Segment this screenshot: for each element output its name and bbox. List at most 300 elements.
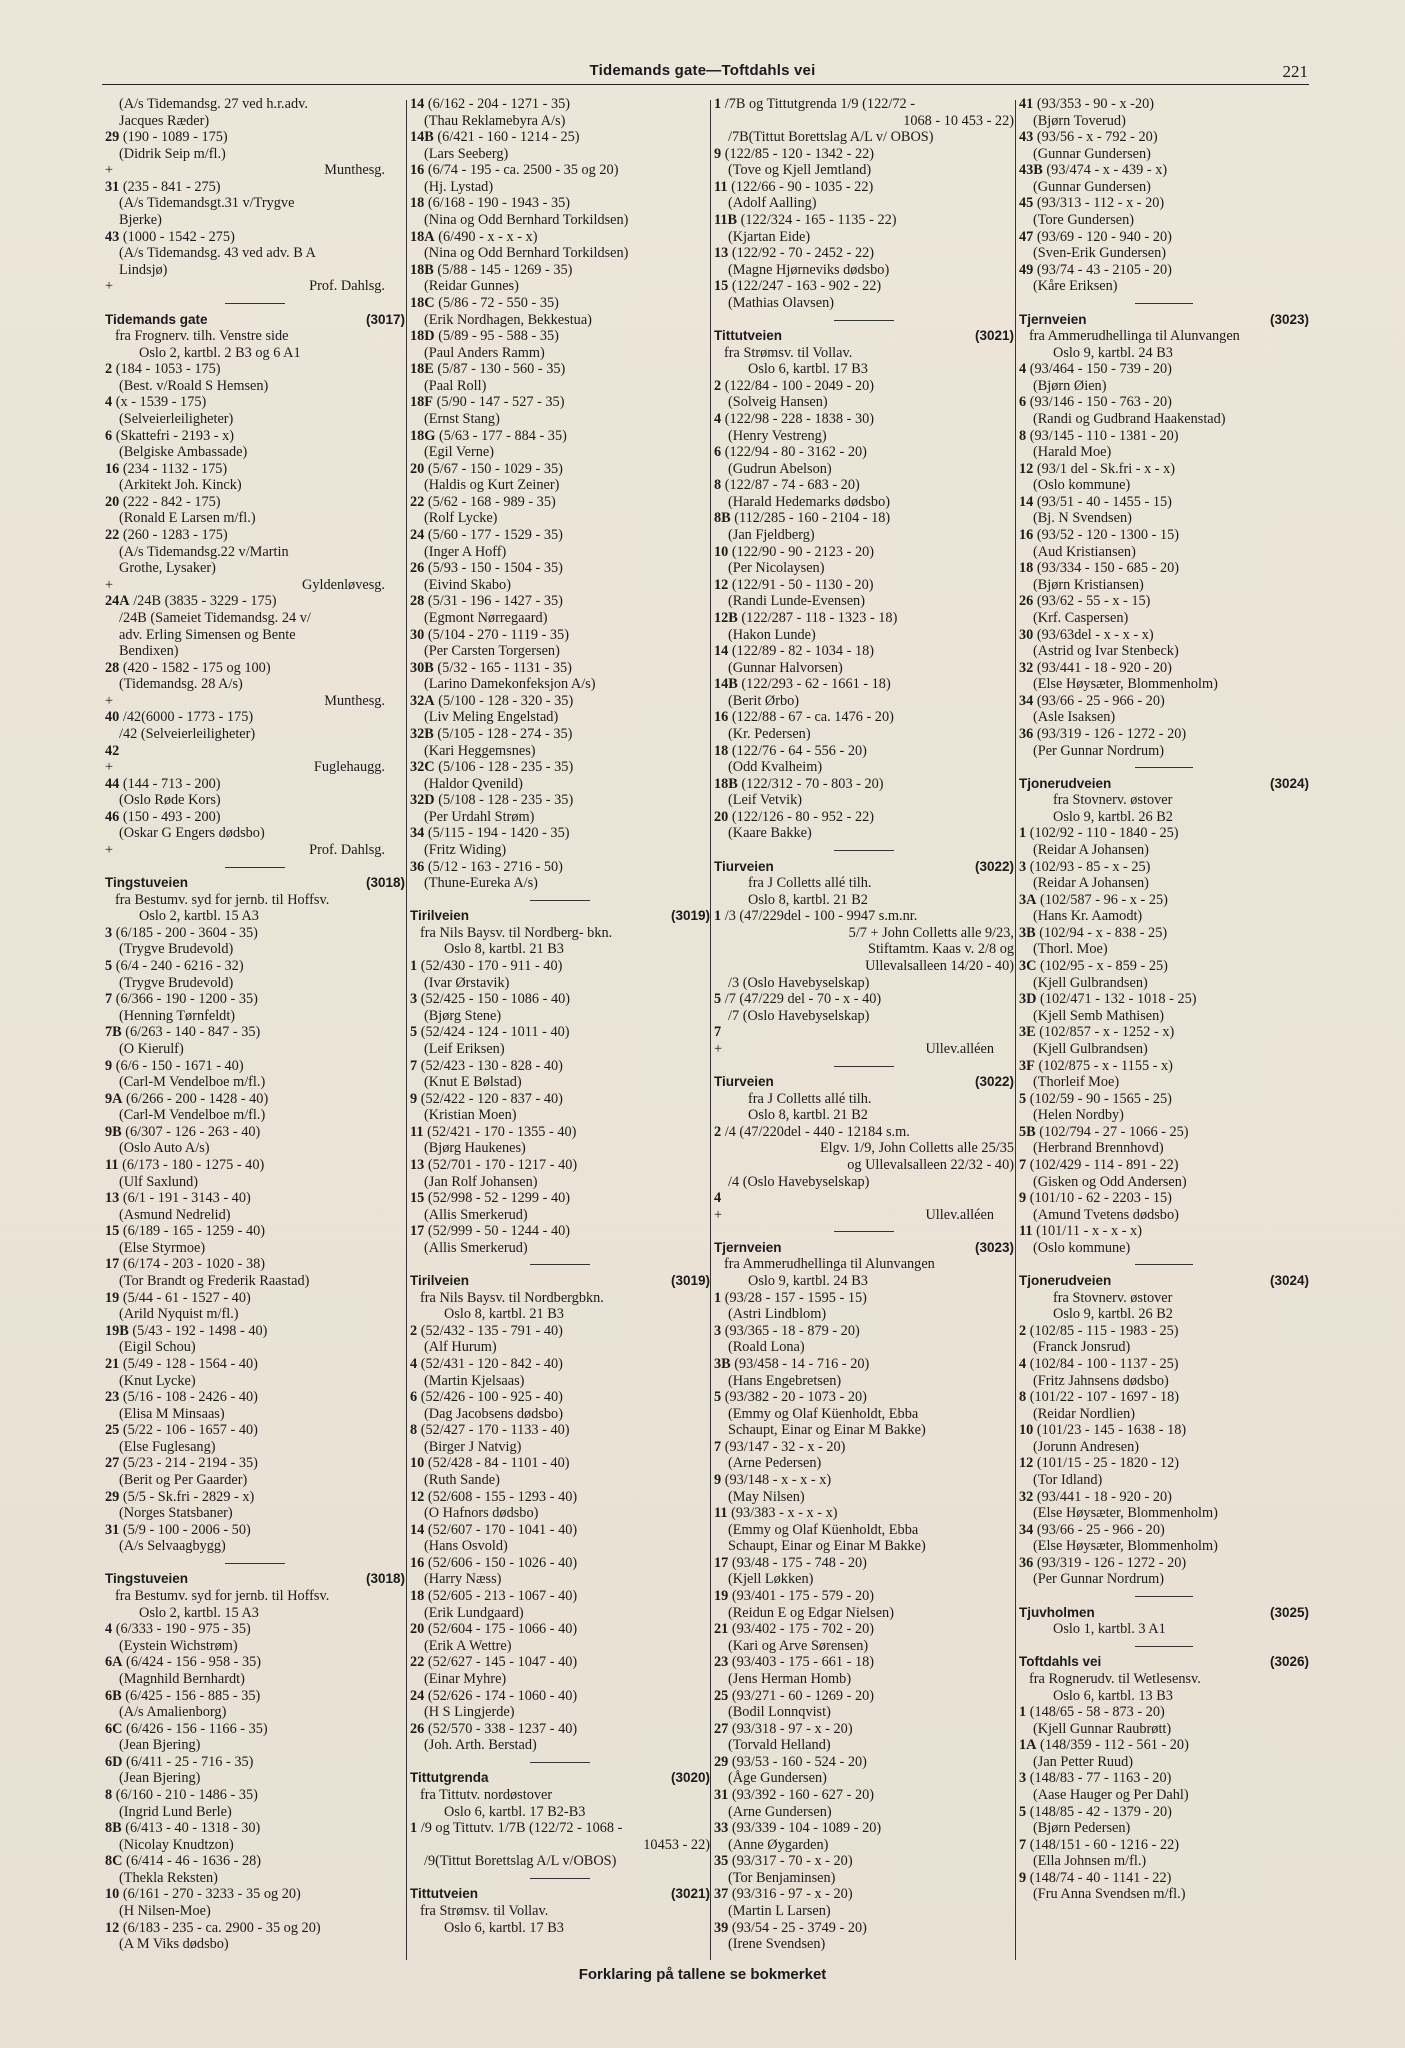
house-number: 34 — [1019, 692, 1034, 709]
street-name: Tirilveien — [410, 1273, 470, 1289]
owner-line: (Fritz Widing) — [424, 842, 507, 859]
house-number: 11 — [1019, 1223, 1033, 1240]
street-code: (3017) — [365, 311, 405, 327]
owner-line: (Haldis og Kurt Zeiner) — [424, 477, 560, 494]
owner-line: (Tor Idland) — [1033, 1471, 1103, 1488]
house-number: 4 — [714, 410, 722, 427]
owner-line: (O Kierulf) — [119, 1040, 184, 1057]
house-number: 21 — [714, 1621, 729, 1638]
property-values: (102/93 - 85 - x - 25) — [1026, 858, 1151, 875]
street-name: Tidemands gate — [105, 311, 208, 327]
owner-line: (Bjørn Øien) — [1033, 377, 1107, 394]
house-number: 7 — [1019, 1836, 1027, 1853]
property-entry — [105, 809, 405, 826]
property-entry — [410, 726, 710, 743]
property-entry — [714, 1290, 1014, 1307]
property-entry — [714, 1124, 1014, 1141]
street-name: Tjonerudveien — [1019, 775, 1112, 791]
property-entry — [1019, 1489, 1309, 1506]
property-values: (5/9 - 100 - 2006 - 50) — [119, 1521, 251, 1538]
owner-line: (Einar Myhre) — [424, 1670, 507, 1687]
house-number: 18E — [410, 361, 434, 378]
house-number: 3 — [410, 991, 418, 1008]
property-values: (6/162 - 204 - 1271 - 35) — [424, 96, 571, 112]
property-values: (93/353 - 90 - x -20) — [1033, 96, 1155, 112]
property-entry — [105, 179, 405, 196]
house-number: 7 — [714, 1438, 722, 1455]
property-values: (6/168 - 190 - 1943 - 35) — [424, 195, 571, 212]
property-entry — [1019, 129, 1309, 146]
property-values: (122/98 - 228 - 1838 - 30) — [721, 410, 875, 427]
property-values: (52/421 - 170 - 1355 - 40) — [423, 1123, 577, 1140]
property-values: (93/56 - x - 792 - 20) — [1033, 129, 1158, 146]
property-values: (184 - 1053 - 175) — [112, 361, 221, 378]
owner-line: (Rolf Lycke) — [424, 510, 498, 527]
property-entry — [1019, 958, 1309, 975]
owner-line: (Birger J Natvig) — [424, 1438, 522, 1455]
property-values: (5/108 - 128 - 235 - 35) — [434, 792, 574, 809]
owner-line: (Thekla Reksten) — [119, 1869, 218, 1886]
property-entry — [105, 1754, 405, 1771]
property-values: (1000 - 1542 - 275) — [119, 228, 235, 245]
section-separator — [410, 892, 710, 909]
owner-line: (Emmy og Olaf Küenholdt, Ebba — [728, 1521, 919, 1538]
property-entry — [714, 743, 1014, 760]
property-values: /9 og Tittutv. 1/7B (122/72 - 1068 - — [417, 1820, 623, 1837]
street-name: Tjonerudveien — [1019, 1273, 1112, 1289]
property-entry — [714, 1787, 1014, 1804]
property-values: (122/293 - 62 - 1661 - 18) — [737, 676, 891, 693]
property-values: (93/365 - 18 - 879 - 20) — [721, 1322, 860, 1339]
owner-line: (Hakon Lunde) — [728, 626, 816, 643]
house-number: 6 — [410, 1389, 418, 1406]
property-values: (101/11 - x - x - x) — [1032, 1223, 1142, 1240]
house-number: 43B — [1019, 162, 1043, 179]
house-number: 7 — [105, 991, 113, 1008]
property-values: (5/32 - 165 - 1131 - 35) — [433, 659, 572, 676]
house-number: 10 — [410, 1455, 425, 1472]
owner-line: (Kjell Gulbrandsen) — [1033, 1040, 1148, 1057]
house-number: 1 — [1019, 1704, 1027, 1721]
property-entry — [1019, 1389, 1309, 1406]
section-separator — [1019, 1588, 1309, 1605]
owner-line: (Fru Anna Svendsen m/fl.) — [1033, 1886, 1186, 1903]
column-2 — [410, 96, 710, 1936]
property-entry — [105, 229, 405, 246]
property-entry — [410, 1323, 710, 1340]
owner-line: (Liv Meling Engelstad) — [424, 709, 559, 726]
property-values: (52/427 - 170 - 1133 - 40) — [417, 1422, 570, 1439]
street-description: Oslo 8, kartbl. 21 B2 — [748, 891, 868, 908]
owner-line: (Egmont Nørregaard) — [424, 609, 548, 626]
house-number: 29 — [714, 1753, 729, 1770]
street-code: (3025) — [1269, 1604, 1309, 1620]
property-values: (52/701 - 170 - 1217 - 40) — [424, 1157, 578, 1173]
plus-marker: + — [105, 278, 114, 295]
house-number: 11 — [105, 1157, 119, 1173]
house-number: 1 — [1019, 825, 1027, 842]
property-entry — [105, 1853, 405, 1870]
property-values: (148/151 - 60 - 1216 - 22) — [1026, 1836, 1180, 1853]
owner-line: (Sven-Erik Gundersen) — [1033, 245, 1167, 262]
house-number: 5 — [714, 1389, 722, 1406]
street-description: fra Ammerudhellinga til Alunvangen — [1029, 328, 1240, 345]
owner-line: (Reidar Nordlien) — [1033, 1405, 1136, 1422]
street-code: (3021) — [670, 1886, 710, 1902]
house-number: 14B — [410, 129, 434, 146]
property-values: (93/51 - 40 - 1455 - 15) — [1033, 493, 1172, 510]
owner-line: (Kåre Eriksen) — [1033, 278, 1118, 295]
house-number: 1 — [410, 958, 418, 975]
owner-line: (O Hafnors dødsbo) — [424, 1505, 539, 1522]
property-values: (5/90 - 147 - 527 - 35) — [433, 394, 565, 411]
property-entry — [410, 1555, 710, 1572]
property-entry — [105, 1223, 405, 1240]
property-entry — [714, 444, 1014, 461]
property-values: (52/607 - 170 - 1041 - 40) — [424, 1521, 578, 1538]
property-values: (93/54 - 25 - 3749 - 20) — [728, 1919, 867, 1936]
property-values: (122/312 - 70 - 803 - 20) — [737, 775, 884, 792]
property-values: (93/382 - 20 - 1073 - 20) — [721, 1389, 867, 1406]
section-separator — [410, 1754, 710, 1771]
property-values: (5/87 - 130 - 560 - 35) — [433, 361, 566, 378]
property-entry — [105, 1920, 405, 1937]
cross-street-name: Munthesg. — [324, 162, 385, 179]
house-number: 8 — [410, 1422, 418, 1439]
property-values: (5/31 - 196 - 1427 - 35) — [424, 593, 563, 610]
owner-line: (Asmund Nedrelid) — [119, 1206, 231, 1223]
street-description: Oslo 6, kartbl. 17 B3 — [748, 361, 868, 378]
property-entry — [1019, 428, 1309, 445]
property-values: (122/84 - 100 - 2049 - 20) — [721, 377, 875, 394]
street-code: (3024) — [1269, 1273, 1309, 1289]
property-values: /42(6000 - 1773 - 175) — [119, 709, 254, 726]
property-values: (6/161 - 270 - 3233 - 35 og 20) — [119, 1886, 301, 1903]
owner-line: (Ronald E Larsen m/fl.) — [119, 510, 256, 527]
property-values: (52/604 - 175 - 1066 - 40) — [424, 1621, 578, 1638]
property-entry — [1019, 461, 1309, 478]
house-number: 16 — [410, 162, 425, 179]
property-entry — [410, 560, 710, 577]
property-values: (6/189 - 165 - 1259 - 40) — [119, 1223, 266, 1240]
property-entry — [714, 577, 1014, 594]
owner-line: (Thau Reklamebyra A/s) — [424, 112, 566, 129]
street-description: fra Stovnerv. østover — [1053, 792, 1173, 809]
property-entry — [410, 1124, 710, 1141]
owner-line: (A/s Amalienborg) — [119, 1704, 227, 1721]
owner-line: (Didrik Seip m/fl.) — [119, 145, 226, 162]
owner-line: (Egil Verne) — [424, 444, 495, 461]
property-values: (93/313 - 112 - x - 20) — [1033, 195, 1165, 212]
owner-line: (Oslo kommune) — [1033, 1239, 1131, 1256]
continuation-line: Stiftamtm. Kaas v. 2/8 og — [868, 941, 1014, 958]
owner-line: (Knut E Bølstad) — [424, 1074, 522, 1091]
house-number: 12 — [105, 1919, 120, 1936]
street-code: (3018) — [365, 1571, 405, 1587]
house-number: 6 — [714, 444, 722, 461]
house-number: 13 — [410, 1157, 425, 1173]
property-entry — [410, 958, 710, 975]
property-values: (93/317 - 70 - x - 20) — [728, 1853, 853, 1870]
owner-line: (Nina og Odd Bernhard Torkildsen) — [424, 245, 629, 262]
house-number: 27 — [714, 1720, 729, 1737]
property-entry — [1019, 1356, 1309, 1373]
house-number: 19B — [105, 1322, 129, 1339]
house-number: 26 — [1019, 593, 1034, 610]
property-entry — [1019, 1804, 1309, 1821]
house-number: 9 — [410, 1090, 418, 1107]
property-entry — [410, 693, 710, 710]
property-entry — [714, 1820, 1014, 1837]
property-values: (93/52 - 120 - 1300 - 15) — [1033, 527, 1180, 544]
owner-line: (Martin Kjelsaas) — [424, 1372, 525, 1389]
house-number: 22 — [105, 527, 120, 544]
house-number: 3 — [105, 924, 113, 941]
property-entry — [714, 1555, 1014, 1572]
property-values: (93/403 - 175 - 661 - 18) — [728, 1654, 875, 1671]
property-values: (93/402 - 175 - 702 - 20) — [728, 1621, 875, 1638]
property-entry — [714, 1389, 1014, 1406]
section-separator — [410, 1870, 710, 1887]
property-entry — [410, 1389, 710, 1406]
house-number: 3E — [1019, 1024, 1036, 1041]
house-number: 5 — [714, 991, 722, 1008]
property-entry — [1019, 527, 1309, 544]
owner-line: (Henning Tørnfeldt) — [119, 1007, 236, 1024]
property-values: (52/608 - 155 - 1293 - 40) — [424, 1488, 578, 1505]
house-number: 12 — [1019, 1455, 1034, 1472]
section-separator — [714, 842, 1014, 859]
owner-line: /7 (Oslo Havebyselskap) — [728, 1007, 870, 1024]
property-entry — [1019, 1223, 1309, 1240]
plus-marker: + — [105, 842, 114, 859]
house-number: 6B — [105, 1687, 122, 1704]
owner-line: (A/s Tidemandsg. 43 ved adv. B A — [119, 245, 316, 262]
property-entry — [105, 1356, 405, 1373]
street-code: (3019) — [670, 1273, 710, 1289]
street-description: Oslo 2, kartbl. 2 B3 og 6 A1 — [139, 344, 301, 361]
owner-line: (Thorl. Moe) — [1033, 941, 1108, 958]
property-entry — [714, 676, 1014, 693]
property-entry — [1019, 1770, 1309, 1787]
owner-line: Grothe, Lysaker) — [119, 560, 216, 577]
property-entry — [714, 1688, 1014, 1705]
property-entry — [1019, 859, 1309, 876]
property-entry — [1019, 1704, 1309, 1721]
plus-marker: + — [105, 162, 114, 179]
property-values: (122/247 - 163 - 902 - 22) — [728, 278, 882, 295]
house-number: 11B — [714, 212, 738, 229]
house-number: 26 — [410, 1720, 425, 1737]
house-number: 14B — [714, 676, 738, 693]
property-entry — [1019, 162, 1309, 179]
owner-line: (Asle Isaksen) — [1033, 709, 1116, 726]
property-values: (5/43 - 192 - 1498 - 40) — [128, 1322, 268, 1339]
property-entry — [714, 378, 1014, 395]
property-entry — [410, 394, 710, 411]
owner-line: (Inger A Hoff) — [424, 543, 507, 560]
cross-street-line — [105, 577, 405, 594]
street-description: fra Ammerudhellinga til Alunvangen — [724, 1256, 935, 1273]
property-values: (102/92 - 110 - 1840 - 25) — [1026, 825, 1179, 842]
house-number: 35 — [714, 1853, 729, 1870]
owner-line: (Reidar Gunnes) — [424, 278, 519, 295]
property-values: (93/147 - 32 - x - 20) — [721, 1438, 846, 1455]
owner-line: (Reidar A Johansen) — [1033, 842, 1149, 859]
owner-line: (H Nilsen-Moe) — [119, 1903, 211, 1920]
house-number: 6D — [105, 1753, 123, 1770]
house-number: 12B — [714, 609, 738, 626]
property-entry — [714, 1190, 1014, 1207]
property-values: (6/413 - 40 - 1318 - 30) — [121, 1820, 261, 1837]
house-number: 3A — [1019, 891, 1037, 908]
property-entry — [105, 1091, 405, 1108]
cross-street-line — [105, 759, 405, 776]
owner-line: (Belgiske Ambassade) — [119, 444, 248, 461]
street-heading — [410, 1273, 710, 1290]
owner-line: (Bjørg Stene) — [424, 1007, 502, 1024]
property-values: (6/6 - 150 - 1671 - 40) — [112, 1057, 244, 1074]
house-number: 17 — [714, 1554, 729, 1571]
property-values: (6/421 - 160 - 1214 - 25) — [433, 129, 580, 146]
house-number: 3 — [714, 1322, 722, 1339]
owner-line: (Jan Rolf Johansen) — [424, 1173, 538, 1190]
house-number: 31 — [105, 1521, 120, 1538]
house-number: 43 — [105, 228, 120, 245]
property-values: (102/95 - x - 859 - 25) — [1036, 958, 1168, 975]
house-number: 43 — [1019, 129, 1034, 146]
house-number: 4 — [1019, 361, 1027, 378]
property-entry — [105, 709, 405, 726]
property-entry — [410, 859, 710, 876]
property-values: (5/63 - 177 - 884 - 35) — [435, 427, 567, 444]
property-entry — [1019, 1455, 1309, 1472]
property-values: (93/392 - 160 - 627 - 20) — [728, 1786, 875, 1803]
section-separator — [105, 1555, 405, 1572]
owner-line: (Kjell Gulbrandsen) — [1033, 974, 1148, 991]
house-number: 47 — [1019, 228, 1034, 245]
house-number: 14 — [410, 1521, 425, 1538]
owner-line: (Gunnar Gundersen) — [1033, 178, 1151, 195]
house-number: 8B — [105, 1820, 122, 1837]
owner-line: (Tor Benjaminsen) — [728, 1869, 836, 1886]
street-name: Toftdahls vei — [1019, 1654, 1102, 1670]
property-entry — [1019, 1837, 1309, 1854]
owner-line: (Ella Johnsen m/fl.) — [1033, 1853, 1147, 1870]
property-entry — [714, 179, 1014, 196]
street-heading — [714, 1074, 1014, 1091]
property-values: (122/90 - 90 - 2123 - 20) — [728, 543, 875, 560]
property-entry — [105, 428, 405, 445]
property-values: (6/411 - 25 - 716 - 35) — [122, 1753, 254, 1770]
house-number: 3 — [1019, 858, 1027, 875]
property-entry — [410, 1157, 710, 1174]
running-header — [0, 62, 1405, 82]
property-values: (102/471 - 132 - 1018 - 25) — [1036, 991, 1197, 1008]
column-divider — [1015, 100, 1016, 1960]
property-entry — [410, 96, 710, 113]
section-separator — [410, 1256, 710, 1273]
cross-street-name: Prof. Dahlsg. — [309, 278, 385, 295]
owner-line: (Bjørn Pedersen) — [1033, 1820, 1131, 1837]
owner-line: (Erik A Wettre) — [424, 1637, 512, 1654]
property-entry — [1019, 660, 1309, 677]
house-number: 13 — [714, 245, 729, 262]
street-description: Oslo 2, kartbl. 15 A3 — [139, 908, 259, 925]
property-entry — [714, 212, 1014, 229]
house-number: 18C — [410, 294, 435, 311]
property-entry — [714, 991, 1014, 1008]
owner-line: (Kari og Arve Sørensen) — [728, 1637, 869, 1654]
property-values: (102/857 - x - 1252 - x) — [1035, 1024, 1175, 1041]
house-number: 15 — [105, 1223, 120, 1240]
owner-line: (Per Gunnar Nordrum) — [1033, 742, 1165, 759]
property-values: (144 - 713 - 200) — [119, 775, 221, 792]
property-entry — [714, 1721, 1014, 1738]
page-number: 221 — [1282, 62, 1308, 81]
owner-line: (Aase Hauger og Per Dahl) — [1033, 1786, 1189, 1803]
owner-line: (Astri Lindblom) — [728, 1306, 827, 1323]
house-number: 5B — [1019, 1123, 1036, 1140]
property-values: (52/430 - 170 - 911 - 40) — [417, 958, 563, 975]
owner-line: (Ruth Sande) — [424, 1471, 500, 1488]
property-entry — [410, 759, 710, 776]
owner-line: (Else Høysæter, Blommenholm) — [1033, 676, 1218, 693]
property-entry — [1019, 1870, 1309, 1887]
owner-line: (Bjørg Haukenes) — [424, 1140, 526, 1157]
property-entry — [714, 1621, 1014, 1638]
property-entry — [1019, 892, 1309, 909]
owner-line: (Best. v/Roald S Hemsen) — [119, 377, 269, 394]
owner-line: Bendixen) — [119, 643, 179, 660]
house-number: 14 — [714, 643, 729, 660]
property-values: (122/126 - 80 - 952 - 22) — [728, 808, 875, 825]
owner-line: (Per Carsten Torgersen) — [424, 643, 560, 660]
house-number: 32B — [410, 725, 434, 742]
property-entry — [105, 1489, 405, 1506]
property-entry — [105, 1290, 405, 1307]
plus-marker: + — [105, 576, 114, 593]
street-heading — [714, 859, 1014, 876]
owner-line: (Roald Lona) — [728, 1339, 805, 1356]
house-number: 9 — [105, 1057, 113, 1074]
plus-marker: + — [714, 1040, 723, 1057]
owner-line: (Thune-Eureka A/s) — [424, 875, 538, 892]
property-entry — [105, 461, 405, 478]
property-values: (6/307 - 126 - 263 - 40) — [121, 1123, 261, 1140]
property-entry — [410, 1688, 710, 1705]
property-entry — [1019, 1522, 1309, 1539]
street-name: Tingstuveien — [105, 875, 189, 891]
owner-line: (Hj. Lystad) — [424, 178, 494, 195]
house-number: 8 — [1019, 427, 1027, 444]
street-heading — [1019, 1273, 1309, 1290]
owner-line: (Mathias Olavsen) — [728, 294, 835, 311]
property-entry — [410, 1223, 710, 1240]
property-entry — [1019, 394, 1309, 411]
property-values: (93/464 - 150 - 739 - 20) — [1026, 361, 1172, 378]
property-entry — [1019, 693, 1309, 710]
property-values: (102/84 - 100 - 1137 - 25) — [1026, 1355, 1179, 1372]
property-entry — [1019, 229, 1309, 246]
house-number: 22 — [410, 1654, 425, 1671]
property-entry — [1019, 925, 1309, 942]
owner-line: (A/s Tidemandsg. 27 ved h.r.adv. — [119, 96, 308, 112]
house-number: 28 — [105, 659, 120, 676]
owner-line: (Selveierleiligheter) — [119, 410, 234, 427]
house-number: 33 — [714, 1820, 729, 1837]
owner-line: (Jean Bjering) — [119, 1737, 201, 1754]
